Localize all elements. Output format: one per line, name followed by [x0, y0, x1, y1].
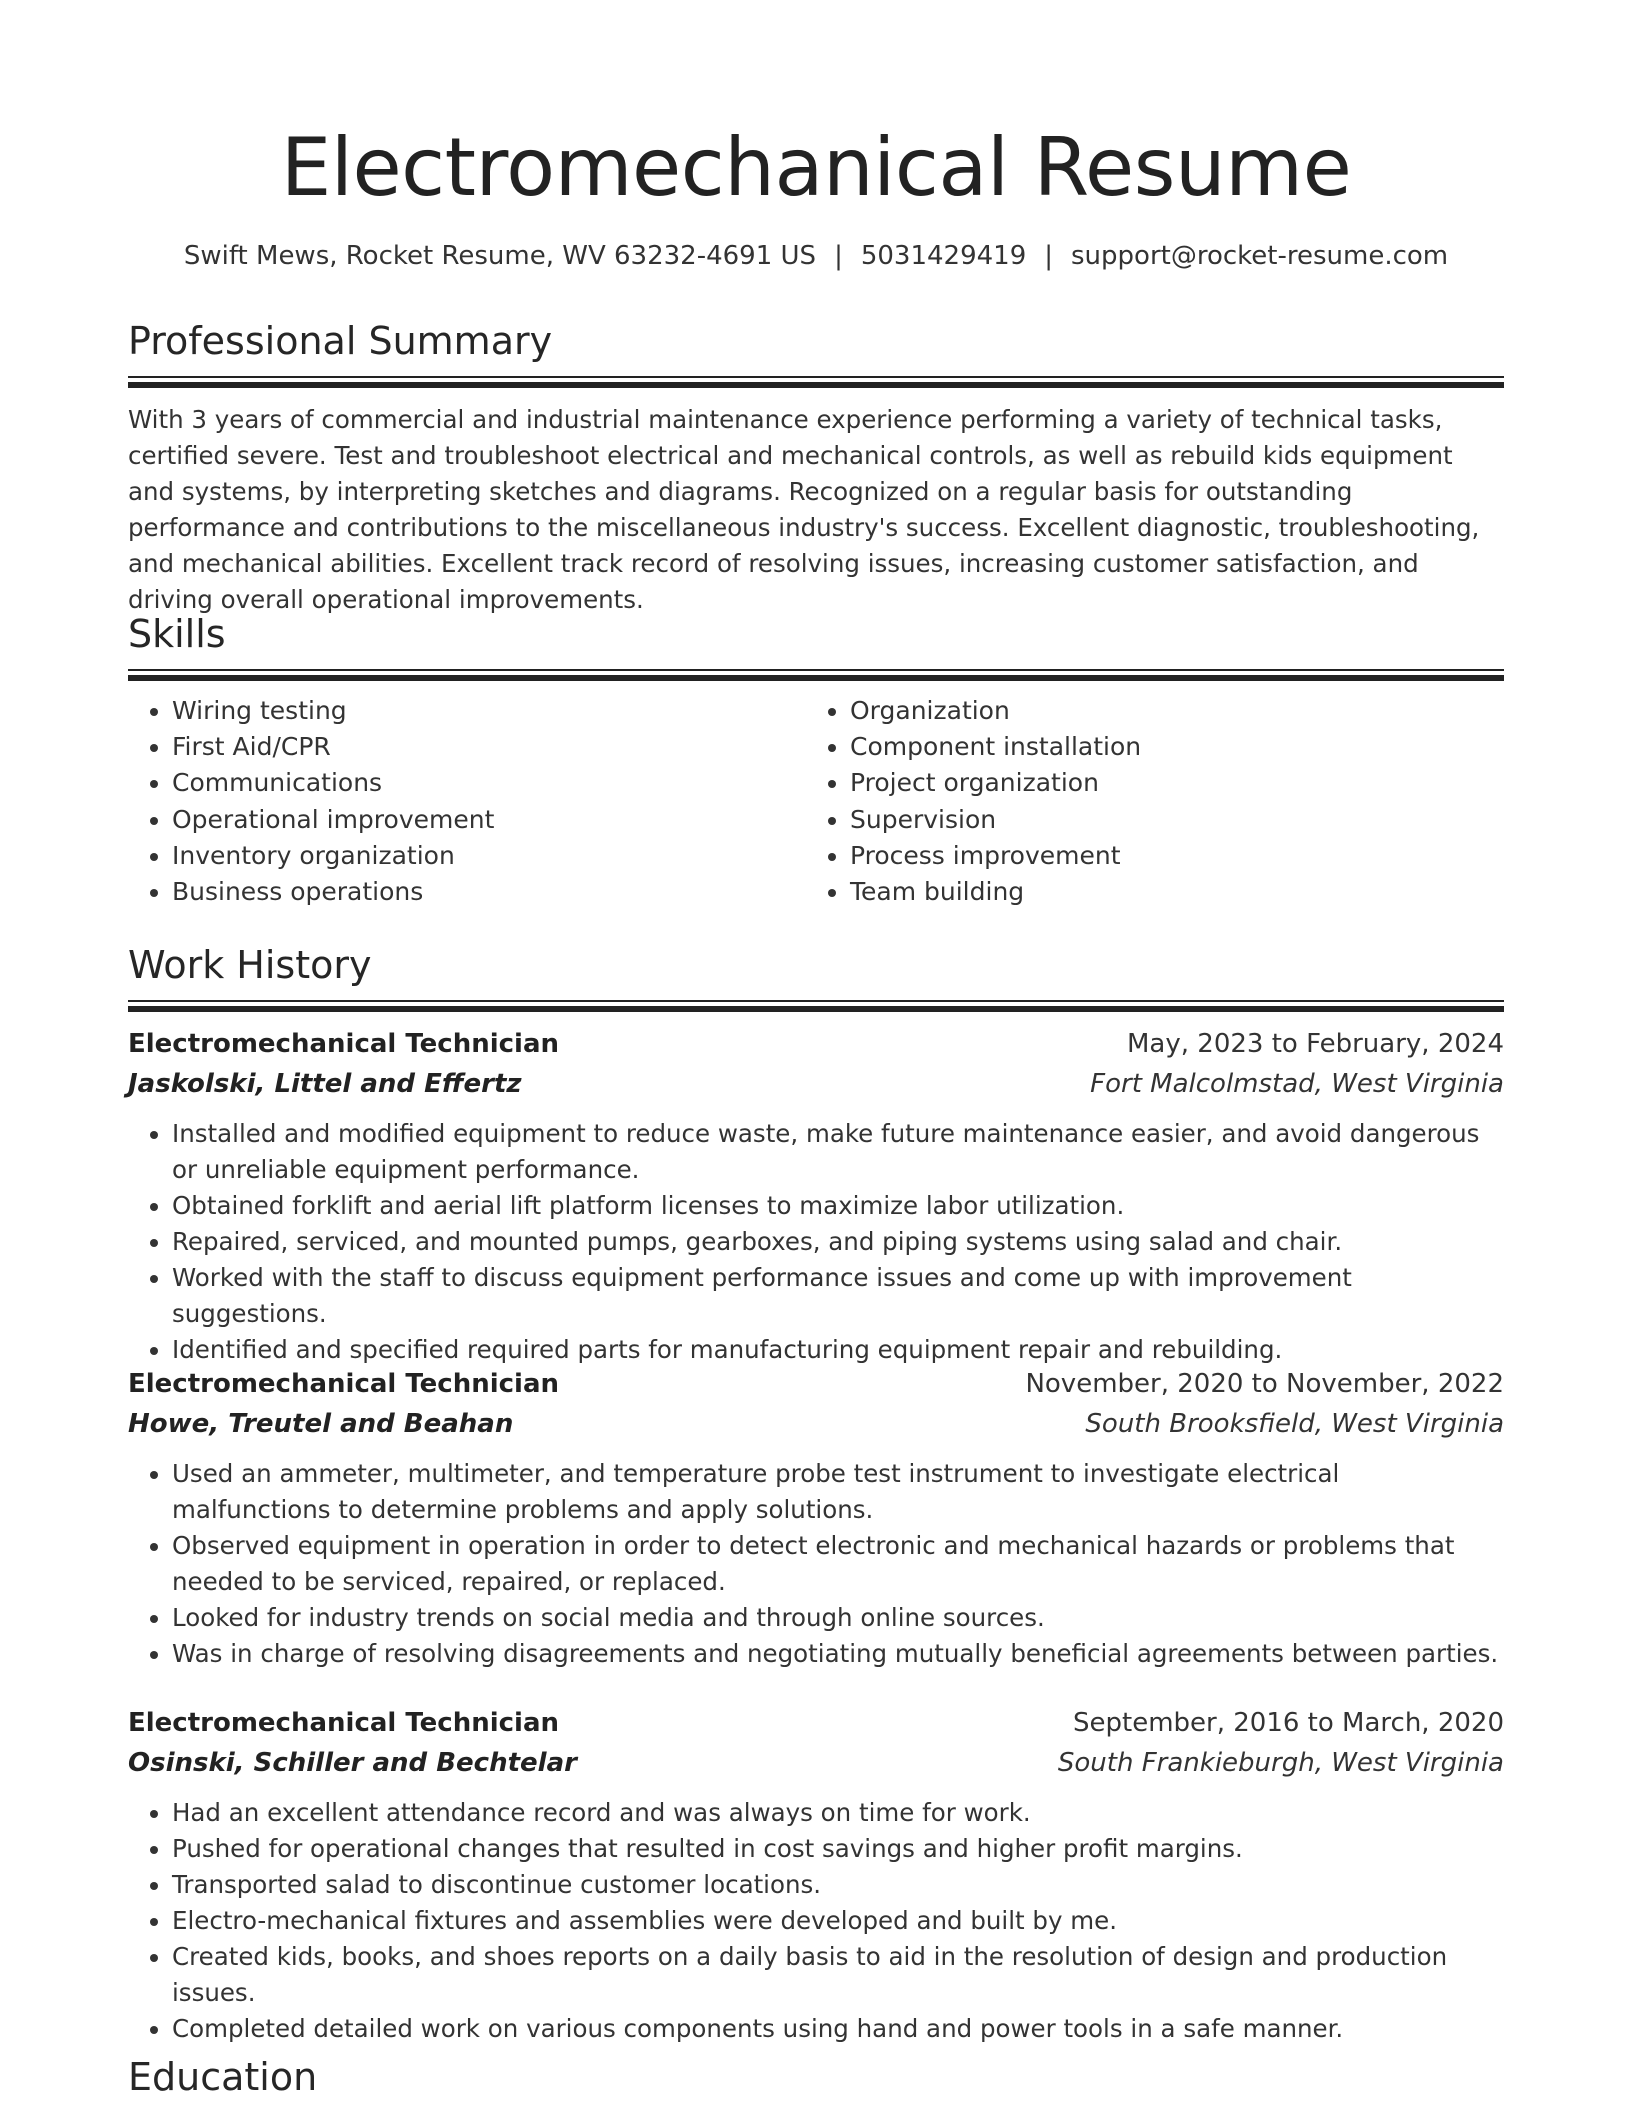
section-title-education: Education: [128, 2055, 318, 2099]
job-bullet: • Transported salad to discontinue customer locations.: [172, 1867, 1504, 1903]
skill-item: • Communications: [172, 765, 806, 801]
job-bullet: • Observed equipment in operation in order to detect electronic and mechanical hazards or problems that needed to be serviced, repaired, or replaced.: [172, 1528, 1504, 1600]
job-header: [128, 1703, 1504, 1743]
job-bullets: [128, 1456, 1504, 1672]
contact-email[interactable]: support@rocket-resume.com: [1071, 241, 1449, 271]
job-title: Electromechanical Technician: [128, 1708, 560, 1738]
job-bullet: • Electro-mechanical fixtures and assemblies were developed and built by me.: [172, 1903, 1504, 1939]
job-entry: [128, 1024, 1504, 1368]
job-location: Fort Malcolmstad, West Virginia: [1090, 1069, 1504, 1099]
skill-item: • Business operations: [172, 874, 806, 910]
job-location: South Brooksfield, West Virginia: [1085, 1409, 1504, 1439]
job-bullet: • Looked for industry trends on social media and through online sources.: [172, 1600, 1504, 1636]
job-subheader: [128, 1064, 1504, 1104]
job-bullet: • Installed and modified equipment to reduce waste, make future maintenance easier, and avoid dangerous or unreliable equipment performance.: [172, 1116, 1504, 1188]
skill-item: • Supervision: [850, 802, 1484, 838]
job-location: South Frankieburgh, West Virginia: [1057, 1748, 1504, 1778]
skill-item: • Inventory organization: [172, 838, 806, 874]
job-entry: [128, 1364, 1504, 1672]
section-divider: [128, 675, 1504, 681]
job-title: Electromechanical Technician: [128, 1029, 560, 1059]
job-dates: November, 2020 to November, 2022: [1025, 1369, 1504, 1399]
job-bullet: • Created kids, books, and shoes reports on a daily basis to aid in the resolution of design and production issues.: [172, 1939, 1504, 2011]
skill-item: • Process improvement: [850, 838, 1484, 874]
job-bullet: • Completed detailed work on various components using hand and power tools in a safe manner.: [172, 2011, 1504, 2047]
skill-item: • Component installation: [850, 729, 1484, 765]
job-dates: May, 2023 to February, 2024: [1127, 1029, 1504, 1059]
work-history-section: [128, 940, 1504, 1012]
job-employer: Osinski, Schiller and Bechtelar: [128, 1748, 577, 1778]
section-divider: [128, 1006, 1504, 1012]
summary-text: With 3 years of commercial and industrial maintenance experience performing a variety of technical tasks, certified severe. Test and troubleshoot electrical and mechanical controls, as well as rebuild kids equipment and systems, by interpreting sketches and diagrams. Recognized on a regular basis for outstanding performance and contributions to the miscellaneous industry's success. Excellent diagnostic, troubleshooting, and mechanical abilities. Excellent track record of resolving issues, increasing customer satisfaction, and driving overall operational improvements.: [128, 405, 1480, 614]
contact-address: Swift Mews, Rocket Resume, WV 63232-4691 US: [183, 241, 817, 271]
job-entry: [128, 1703, 1504, 2047]
job-bullet: • Obtained forklift and aerial lift platform licenses to maximize labor utilization.: [172, 1188, 1504, 1224]
skills-column-right: [806, 693, 1484, 910]
skill-item: • Organization: [850, 693, 1484, 729]
skills-grid: [128, 693, 1504, 910]
skill-item: • Wiring testing: [172, 693, 806, 729]
contact-separator: |: [1044, 241, 1054, 271]
skill-item: • Operational improvement: [172, 802, 806, 838]
resume-name: Electromechanical Resume: [280, 121, 1352, 214]
contact-phone: 5031429419: [860, 241, 1027, 271]
job-bullet: • Pushed for operational changes that resulted in cost savings and higher profit margins.: [172, 1831, 1504, 1867]
section-title-summary: Professional Summary: [128, 319, 553, 363]
job-bullet: • Identified and specified required parts for manufacturing equipment repair and rebuilding.: [172, 1332, 1504, 1368]
education-section: [128, 2052, 1504, 2108]
job-bullet: • Worked with the staff to discuss equipment performance issues and come up with improvement suggestions.: [172, 1260, 1504, 1332]
job-bullet: • Was in charge of resolving disagreements and negotiating mutually beneficial agreements between parties.: [172, 1636, 1504, 1672]
section-divider: [128, 1000, 1504, 1002]
job-bullets: [128, 1795, 1504, 2047]
skill-item: • Team building: [850, 874, 1484, 910]
job-subheader: [128, 1743, 1504, 1783]
job-header: [128, 1364, 1504, 1404]
job-employer: Jaskolski, Littel and Effertz: [128, 1069, 522, 1099]
skills-column-left: [128, 693, 806, 910]
section-title-skills: Skills: [128, 612, 226, 656]
contact-line: [128, 238, 1504, 274]
job-bullet: • Repaired, serviced, and mounted pumps, gearboxes, and piping systems using salad and chair.: [172, 1224, 1504, 1260]
skills-section: [128, 609, 1504, 910]
section-divider: [128, 376, 1504, 378]
section-divider: [128, 382, 1504, 388]
section-divider: [128, 669, 1504, 671]
summary-section: [128, 316, 1504, 618]
job-title: Electromechanical Technician: [128, 1369, 560, 1399]
contact-separator: |: [834, 241, 843, 271]
job-employer: Howe, Treutel and Beahan: [128, 1409, 514, 1439]
skill-item: • First Aid/CPR: [172, 729, 806, 765]
job-dates: September, 2016 to March, 2020: [1073, 1708, 1504, 1738]
job-header: [128, 1024, 1504, 1064]
job-subheader: [128, 1404, 1504, 1444]
job-bullets: [128, 1116, 1504, 1368]
section-title-work-history: Work History: [128, 943, 372, 987]
job-bullet: • Had an excellent attendance record and was always on time for work.: [172, 1795, 1504, 1831]
job-bullet: • Used an ammeter, multimeter, and temperature probe test instrument to investigate electrical malfunctions to determine problems and apply solutions.: [172, 1456, 1504, 1528]
skill-item: • Project organization: [850, 765, 1484, 801]
